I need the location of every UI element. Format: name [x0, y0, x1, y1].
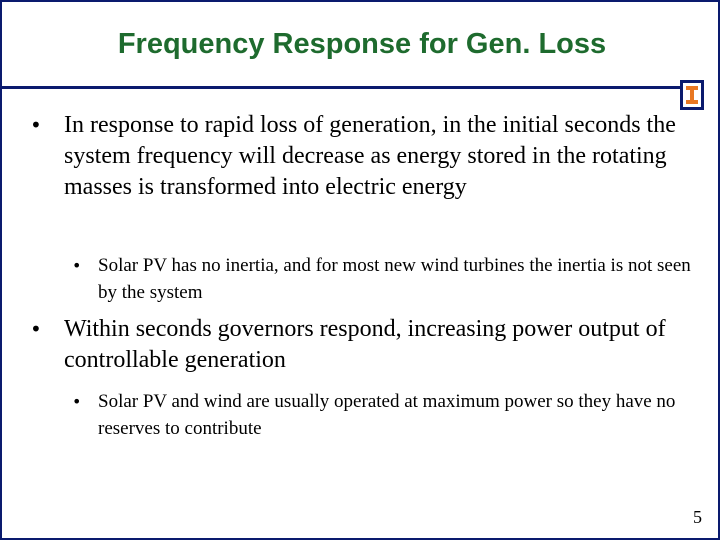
bullet-1-marker: •	[30, 113, 42, 137]
page-number: 5	[693, 507, 702, 527]
logo-background	[683, 83, 701, 107]
sub-bullet-1-marker: •	[72, 256, 82, 275]
illinois-i-logo-icon	[680, 80, 704, 110]
title-divider	[2, 86, 690, 89]
sub-bullet-2-text: Solar PV and wind are usually operated at maximum power so they have no reserves to contribute	[98, 391, 676, 439]
bullet-2-marker: •	[30, 317, 42, 341]
sub-bullet-2-marker: •	[72, 392, 82, 411]
bullet-2-text: Within seconds governors respond, increasing power output of controllable generation	[64, 316, 666, 373]
slide-title: Frequency Response for Gen. Loss	[117, 28, 607, 60]
logo-bottom-bar	[686, 100, 698, 104]
logo-stem	[690, 90, 694, 100]
sub-bullet-1-text: Solar PV has no inertia, and for most new wind turbines the inertia is not seen by the system	[98, 255, 691, 303]
bullet-1-text: In response to rapid loss of generation, in the initial seconds the system frequency will decrease as energy stored in the rotating masses is transformed into electric energy	[64, 112, 676, 200]
